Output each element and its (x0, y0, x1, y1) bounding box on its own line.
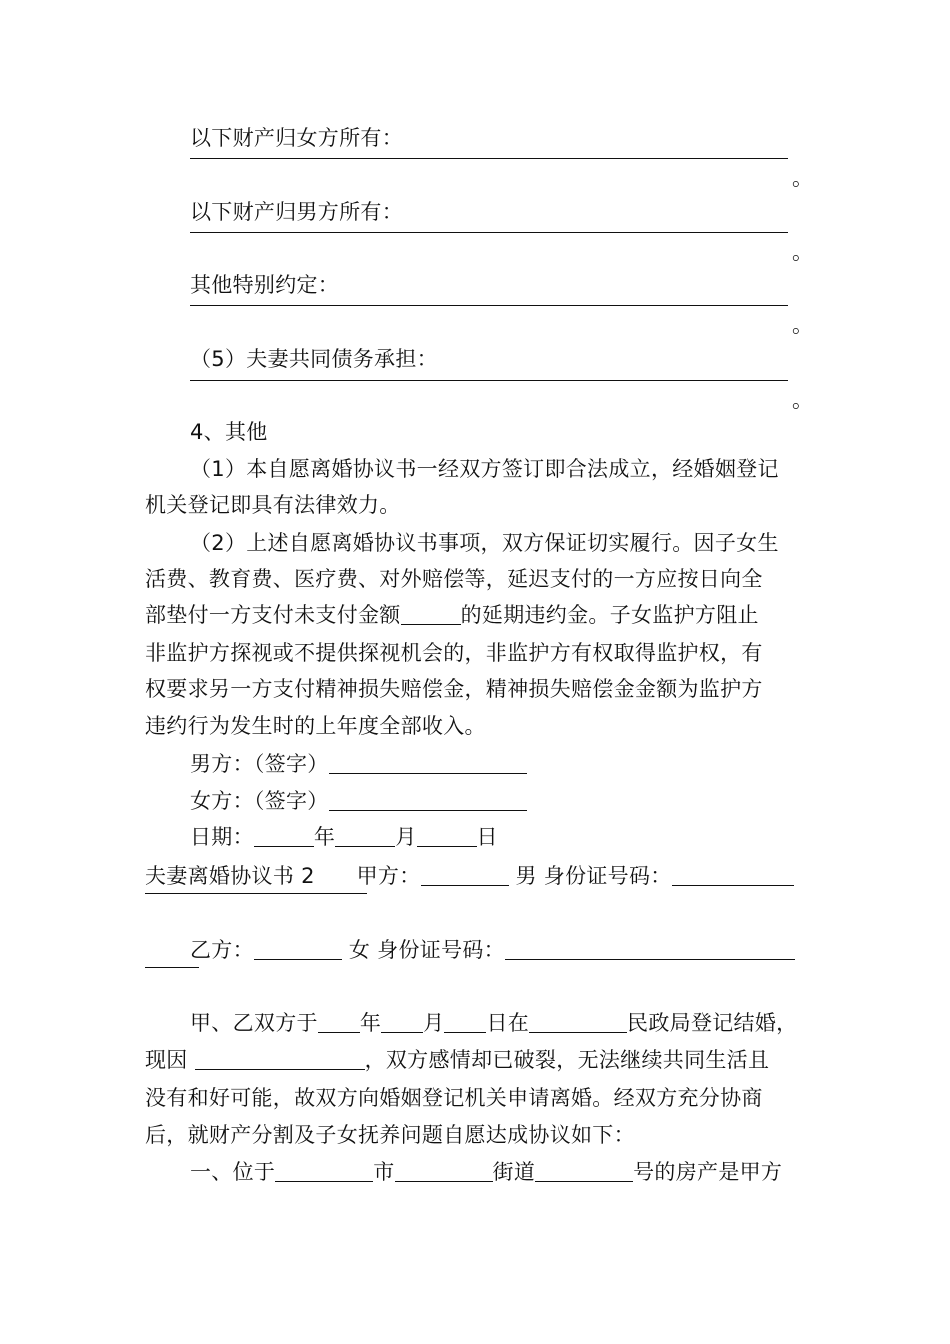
p2-start: 现因 (145, 1048, 195, 1072)
p1-year: 年 (359, 1011, 382, 1035)
day-blank (417, 824, 477, 847)
agreement2-p3: 没有和好可能，故双方向婚姻登记机关申请离婚。经双方充分协商 (145, 1086, 763, 1110)
clause2-line3 (145, 601, 759, 629)
p5-end: 号的房产是甲方 (633, 1160, 783, 1184)
female-signature-label: 女方：（签字） (190, 789, 329, 813)
p5-number-blank (535, 1159, 633, 1182)
period: 。 (792, 166, 813, 190)
p5-street-blank (395, 1159, 493, 1182)
agreement2-title: 夫妻离婚协议书 2 (145, 864, 315, 888)
party-b-line (190, 936, 795, 964)
agreement2-header (145, 862, 794, 890)
clause2-line3a: 部垫付一方支付未支付金额 (145, 603, 401, 627)
agreement2-p4: 后，就财产分割及子女抚养问题自愿达成协议如下： (145, 1123, 635, 1147)
p1-day-blank (444, 1010, 486, 1033)
clause2-line5: 权要求另一方支付精神损失赔偿金，精神损失赔偿金金额为监护方 (145, 677, 763, 701)
period: 。 (792, 388, 813, 412)
date-line (190, 823, 498, 851)
p5-street: 街道 (492, 1160, 536, 1184)
date-label: 日期： (190, 825, 254, 849)
party-b-id-blank-cont (145, 967, 199, 968)
female-property-blank (190, 158, 788, 159)
male-property-blank (190, 232, 788, 233)
agreement2-p5 (190, 1158, 782, 1186)
female-signature-blank (329, 788, 527, 811)
month-blank (335, 824, 395, 847)
party-a-id-blank (672, 863, 794, 886)
party-b-id-blank (505, 937, 795, 960)
period: 。 (792, 240, 813, 264)
female-property-label: 以下财产归女方所有： (190, 126, 403, 150)
amount-blank (401, 602, 461, 625)
agreement2-p1 (190, 1009, 797, 1037)
party-a-id-blank-cont (145, 893, 367, 894)
clause2-line3b: 的延期违约金。子女监护方阻止 (460, 603, 759, 627)
party-a-name-blank (421, 863, 509, 886)
party-b-label: 乙方： (190, 938, 254, 962)
clause1-line1: （1）本自愿离婚协议书一经双方签订即合法成立，经婚姻登记 (190, 457, 779, 481)
p1-office-blank (529, 1010, 627, 1033)
p1-year-blank (318, 1010, 360, 1033)
section4-title: 4、其他 (190, 420, 268, 444)
clause2-line2: 活费、教育费、医疗费、对外赔偿等，延迟支付的一方应按日向全 (145, 567, 763, 591)
p1-start: 甲、乙双方于 (190, 1011, 318, 1035)
agreement2-p2 (145, 1046, 769, 1074)
p1-month-blank (381, 1010, 423, 1033)
year-label: 年 (313, 825, 336, 849)
clause2-line4: 非监护方探视或不提供探视机会的，非监护方有权取得监护权，有 (145, 641, 763, 665)
joint-debt-label: （5）夫妻共同债务承担： (190, 347, 438, 371)
male-signature-blank (329, 751, 527, 774)
p1-month: 月 (423, 1011, 445, 1035)
joint-debt-blank (190, 380, 788, 381)
p5-start: 一、位于 (190, 1160, 276, 1184)
other-special-blank (190, 305, 788, 306)
female-signature (190, 787, 527, 815)
p5-city: 市 (373, 1160, 395, 1184)
p2-reason-blank (195, 1047, 365, 1070)
month-label: 月 (395, 825, 417, 849)
p2-end: ，双方感情却已破裂，无法继续共同生活且 (364, 1048, 770, 1072)
other-special-label: 其他特别约定： (190, 273, 340, 297)
male-signature (190, 750, 527, 778)
day-label: 日 (476, 825, 498, 849)
party-b-name-blank (254, 937, 342, 960)
p1-day: 日在 (486, 1011, 530, 1035)
male-signature-label: 男方：（签字） (190, 752, 329, 776)
clause1-line2: 机关登记即具有法律效力。 (145, 493, 401, 517)
clause2-line1: （2）上述自愿离婚协议书事项，双方保证切实履行。因子女生 (190, 531, 779, 555)
party-b-id-label: 女 身份证号码： (348, 938, 505, 962)
male-property-label: 以下财产归男方所有： (190, 200, 403, 224)
party-a-id-label: 男 身份证号码： (515, 864, 672, 888)
clause2-line6: 违约行为发生时的上年度全部收入。 (145, 714, 486, 738)
year-blank (254, 824, 314, 847)
period: 。 (792, 313, 813, 337)
p1-end: 民政局登记结婚， (627, 1011, 798, 1035)
party-a-label: 甲方： (356, 864, 421, 888)
p5-city-blank (275, 1159, 373, 1182)
